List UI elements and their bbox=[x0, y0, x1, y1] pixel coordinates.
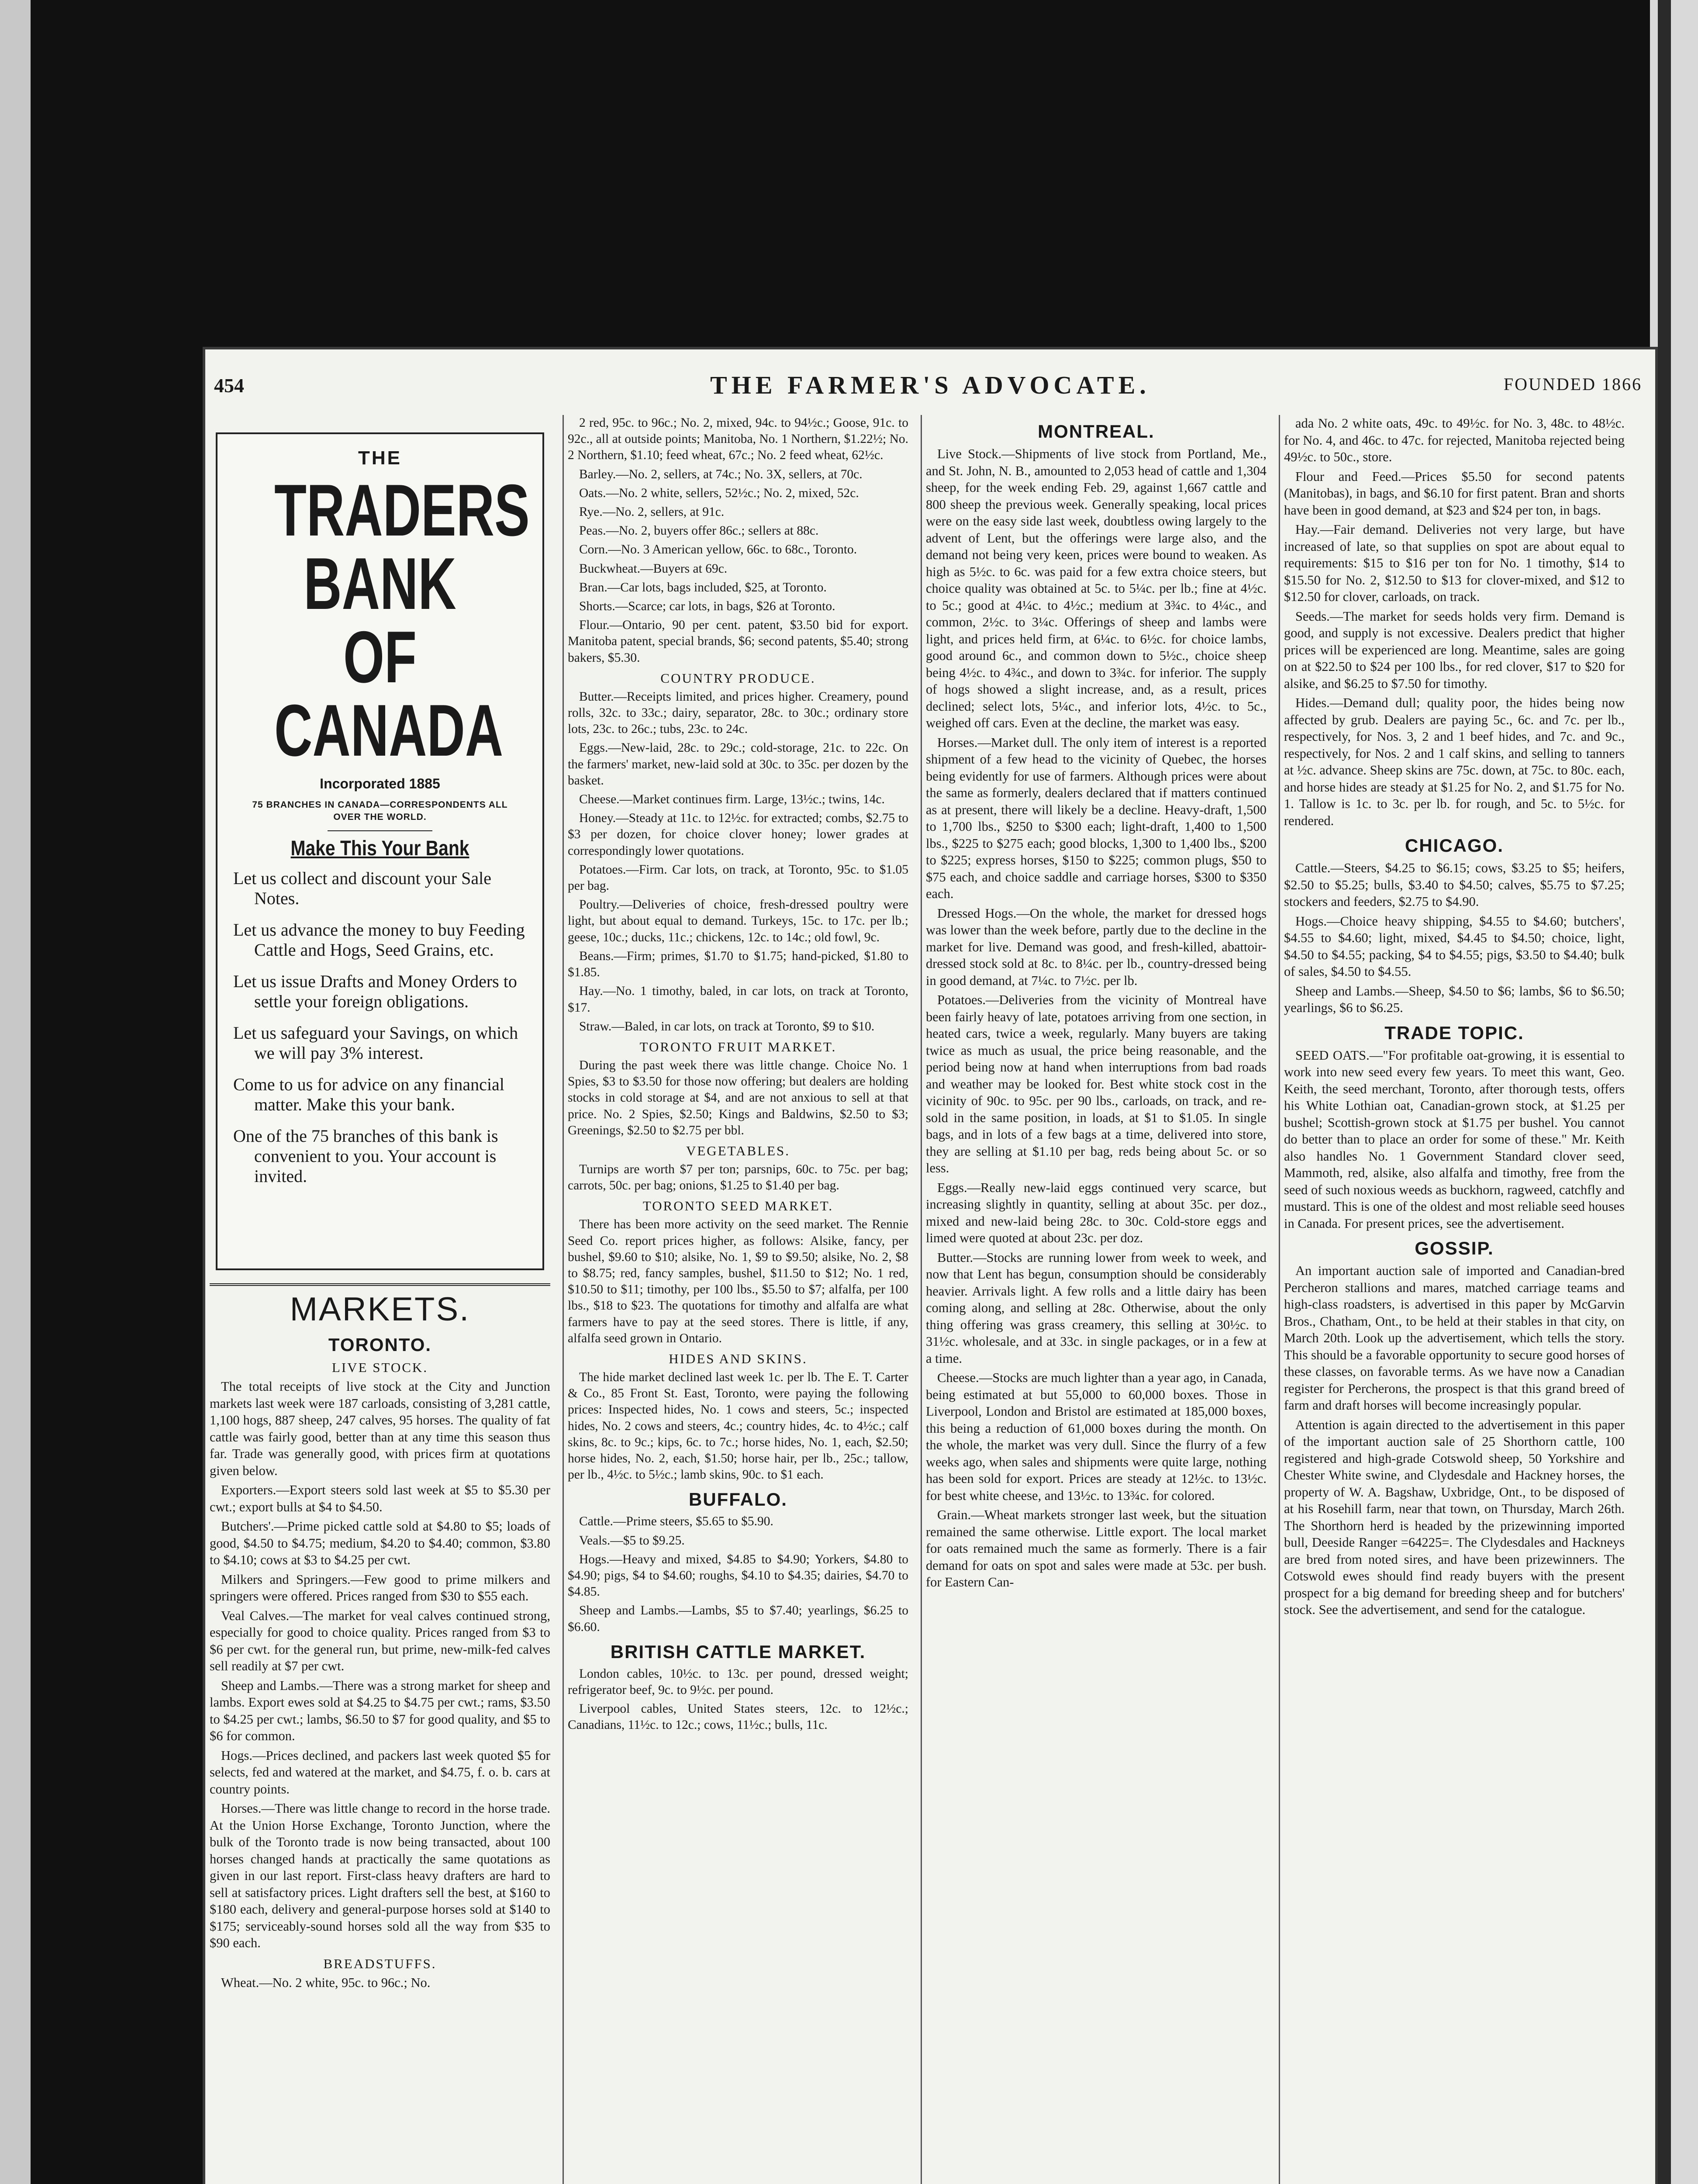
article-paragraph: Hides.—Demand dull; quality poor, the hides being now affected by grub. Dealers are paying 5c., 6c. and 7c. per lb., respectively, for Nos. 3, 2 and 1 beef hides, and 7c. and 9c., respectively, for Nos. 2 and 1 calf skins, and selling to tanners at ½c. advance. Sheep skins are 75c. down, at 75c. to 80c. each, and horse hides are steady at $1.25 for No. 2, and $1.75 for No. 1. Tallow is 1c. to 3c. per lb. for rough, and 5c. to 5½c. for rendered. bbox=[1284, 695, 1625, 828]
markets-heading: MARKETS. bbox=[210, 1283, 550, 1328]
article-paragraph: Hay.—Fair demand. Deliveries not very large, but have increased of late, so that supplies on spot are about equal to requirements: $15 to $16 per ton for No. 1 timothy, $14 to $15.50 for No. 2, $12.50 to $13 for clover-mixed, and $12 to $12.50 for clover, carloads, on track. bbox=[1284, 522, 1625, 604]
article-paragraph: Grain.—Wheat markets stronger last week, but the situation remained the same otherwise. Little export. The local market for oats remained much the same as formerly. There is a fair demand for oats on spot and sales were made at 53c. per bush. for Eastern Can- bbox=[926, 1507, 1267, 1590]
scan-margin-left bbox=[0, 0, 31, 2184]
fruit-market-heading: TORONTO FRUIT MARKET. bbox=[639, 1039, 837, 1054]
article-paragraph: Sheep and Lambs.—There was a strong market for sheep and lambs. Export ewes sold at $4.25 to $4.75 per cwt.; rams, $3.50 to $4.25 per cwt.; lambs, $6.50 to $7 for good quality, and $5 to $6 for common. bbox=[210, 1678, 550, 1743]
column-4 bbox=[1284, 415, 1625, 2184]
ad-item: Let us advance the money to buy Feeding Cattle and Hogs, Seed Grains, etc. bbox=[233, 920, 525, 960]
article-paragraph: Veal Calves.—The market for veal calves continued strong, especially for good to choice quality. Prices ranged from $3 to $6 per cwt. for the general run, but prime, new-milk-fed calves sell readily at $7 per cwt. bbox=[210, 1608, 550, 1673]
ad-the: THE bbox=[358, 447, 402, 469]
breadstuffs-heading: BREADSTUFFS. bbox=[323, 1956, 437, 1971]
article-paragraph: Hogs.—Prices declined, and packers last week quoted $5 for selects, fed and watered at the market, and $4.75, f. o. b. cars at country points. bbox=[210, 1748, 550, 1797]
ad-bank-name-line: OF bbox=[343, 616, 417, 698]
article-paragraph: Horses.—There was little change to record in the horse trade. At the Union Horse Exchange, Toronto Junction, where the bulk of the Toronto trade is now being transacted, about 100 horses changed hands at practically the same quotations as given in our last report. First-class heavy drafters are hard to sell at satisfactory prices. Light drafters sell the best, at $160 to $180 each, delivery and general-purpose horses sold at $140 to $175; serviceably-sound horses sold all the way from $35 to $90 each. bbox=[210, 1801, 550, 1950]
article-paragraph: 2 red, 95c. to 96c.; No. 2, mixed, 94c. to 94½c.; Goose, 91c. to 92c., all at outside points; Manitoba, No. 1 Northern, $1.22½; No. 2 Northern, $1.10; feed wheat, 67c.; No. 2 feed wheat, 62½c. bbox=[568, 416, 908, 463]
article-paragraph: Potatoes.—Firm. Car lots, on track, at Toronto, 95c. to $1.05 per bag. bbox=[568, 862, 908, 893]
article-paragraph: Corn.—No. 3 American yellow, 66c. to 68c., Toronto. bbox=[579, 543, 857, 557]
ad-branches: 75 BRANCHES IN CANADA—CORRESPONDENTS ALL OVER THE WORLD. bbox=[252, 800, 508, 822]
article-paragraph: Wheat.—No. 2 white, 95c. to 96c.; No. bbox=[221, 1975, 431, 1990]
ad-item: Come to us for advice on any financial matter. Make this your bank. bbox=[233, 1075, 504, 1114]
article-paragraph: The hide market declined last week 1c. per lb. The E. T. Carter & Co., 85 Front St. East, Toronto, were paying the following prices: Inspected hides, No. 1 cows and steers, 5c.; inspected hides, No. 2 cows and steers, 4c.; country hides, 4c. to 4½c.; calf skins, 8c. to 9c.; kips, 6c. to 7c.; horse hides, No. 1, each, $2.50; horse hides, No. 2, each, $1.50; horse hair, per lb., 25c.; tallow, per lb., 4½c. to 5½c.; lamb skins, 90c. to $1 each. bbox=[568, 1370, 908, 1482]
article-paragraph: SEED OATS.—"For profitable oat-growing, it is essential to work into new seed every few years. To meet this want, Geo. Keith, the seed merchant, Toronto, after thorough tests, offers his White Lothian oat, Canadian-grown stock, at $1.25 per bushel; Scottish-grown stock at $1.75 per bushel. You cannot do better than to place an order for some of these." Mr. Keith also handles No. 1 Government Standard clover seed, Mammoth, red, alsike, also alfalfa and timothy, free from the seed of such noxious weeds as buckhorn, ragweed, catchfly and mustard. This is one of the oldest and most reliable seed houses in Canada. For present prices, see the advertisement. bbox=[1284, 1047, 1625, 1231]
article-paragraph: Butchers'.—Prime picked cattle sold at $4.80 to $5; loads of good, $4.50 to $4.75; medium, $4.20 to $4.40; common, $3.80 to $4.10; cows at $3 to $4.25 per cwt. bbox=[210, 1519, 550, 1567]
article-paragraph: Rye.—No. 2, sellers, at 91c. bbox=[579, 505, 725, 519]
ad-divider bbox=[328, 830, 432, 831]
article-paragraph: An important auction sale of imported and Canadian-bred Percheron stallions and mares, matched carriage teams and high-class roadsters, is advertised in this paper by McGarvin Bros., Chatham, Ont., to be held at their stables in that city, on March 20th. Look up the advertisement, which tells the story. This should be a favorable opportunity to secure good horses of these classes, on favorable terms. As we have now a Canadian register for Percherons, the prospect is that this grand breed of farm and draft horses will become increasingly popular. bbox=[1284, 1263, 1625, 1413]
article-paragraph: Horses.—Market dull. The only item of interest is a reported shipment of a few head to the vicinity of Quebec, the horses being evidently for use of farmers. Although prices were about the same as formerly, dealers declared that if matters continued as at present, there will likely be a decline. Heavy-draft, 1,500 to 1,700 lbs., $250 to $300 each; light-draft, 1,400 to 1,500 lbs., $225 to $275 each; good blocks, 1,300 to 1,400 lbs., $200 to $225; express horses, $150 to $225; common plugs, $50 to $75 each, and choice saddle and carriage horses, $300 to $350 each. bbox=[926, 735, 1267, 901]
masthead: THE FARMER'S ADVOCATE. bbox=[710, 371, 1150, 399]
article-paragraph: Potatoes.—Deliveries from the vicinity of Montreal have been fairly heavy of late, potatoes arriving from one section, in heated cars, twice a week, regularly. Many buyers are taking twice as much as usual, the price being reasonable, and the period being now at hand when interruptions from bad roads and weather may be looked for. Best white stock cost in the vicinity of 90c. to 95c. per 90 lbs., carloads, on track, and re-sold in the same position, in loads, at $1 to $1.05. In single bags, and in lots of a few bags at a time, delivered into store, they are selling at $1.10 per bag, reds being about 5c. or so less. bbox=[926, 992, 1267, 1175]
article-paragraph: Cheese.—Stocks are much lighter than a year ago, in Canada, being estimated at but 55,000 to 60,000 boxes. Those in Liverpool, London and Bristol are estimated at 185,000 boxes, this being a reduction of 61,000 boxes during the month. On the whole, the market was very dull. Since the flurry of a few weeks ago, when sales and shipments were quite large, nothing has been sold for export. Prices are steady at 12½c. to 13½c. for best white cheese, and 13½c. to 13¾c. for colored. bbox=[926, 1370, 1267, 1503]
live-stock-heading: LIVE STOCK. bbox=[331, 1360, 428, 1375]
article-paragraph: Milkers and Springers.—Few good to prime milkers and springers were offered. Prices ranged from $30 to $55 each. bbox=[210, 1572, 550, 1603]
seed-market-heading: TORONTO SEED MARKET. bbox=[642, 1198, 834, 1214]
article-paragraph: Bran.—Car lots, bags included, $25, at Toronto. bbox=[579, 580, 827, 594]
ad-headline: Make This Your Bank bbox=[290, 837, 469, 860]
article-paragraph: Cattle.—Prime steers, $5.65 to $5.90. bbox=[579, 1514, 773, 1529]
traders-bank-advertisement bbox=[216, 432, 544, 1270]
article-paragraph: Live Stock.—Shipments of live stock from Portland, Me., and St. John, N. B., amounted to 2,053 head of cattle and 1,304 sheep, for the week ending Feb. 29, against 1,667 cattle and 800 sheep the previous week. Generally speaking, local prices were on the easy side last week, doubtless owing largely to the advent of Lent, but the offerings were large also, and the demand not being very keen, prices were bound to weaken. As high as 5½c. to 6c. was paid for a few extra choice steers, but choice quality was obtained at 5c. to 5¼c. per lb.; fine at 4½c. to 5c.; good at 4¼c. to 4½c.; medium at 3¾c. to 4¼c., and common, 2½c. to 3¼c. Offerings of sheep and lambs were light, and prices held firm, at 6¼c. to 6½c. for choice lambs, good around 6c., and common down to 5½c., choice sheep being 4½c. to 4¾c., and down to 3¾c. for inferior. The supply of hogs showed a slight increase, and, as a result, prices declined; select lots, 5¼c., and inferior lots, 4½c. to 5c., weighed off cars. Even at the decline, the market was easy. bbox=[926, 446, 1267, 730]
toronto-heading: TORONTO. bbox=[328, 1334, 432, 1355]
article-paragraph: Seeds.—The market for seeds holds very firm. Demand is good, and supply is not excessive. Dealers predict that higher prices will be experienced are long. Meantime, sales are going on at $22.50 to $24 per 100 lbs., for red clover, $17 to $20 for alsike, and $6.25 to $7.50 for timothy. bbox=[1284, 608, 1625, 691]
column-rule bbox=[1279, 415, 1280, 2184]
article-paragraph: Hogs.—Heavy and mixed, $4.85 to $4.90; Yorkers, $4.80 to $4.90; pigs, $4 to $4.60; roughs, $4.10 to $4.35; dairies, $4.70 to $4.85. bbox=[568, 1552, 908, 1599]
article-paragraph: Hogs.—Choice heavy shipping, $4.55 to $4.60; butchers', $4.55 to $4.60; light, mixed, $4.45 to $4.50; choice, light, $4.50 to $4.55; packing, $4 to $4.55; pigs, $3.50 to $4.40; bulk of sales, $4.50 to $4.55. bbox=[1284, 913, 1625, 979]
article-paragraph: Flour and Feed.—Prices $5.50 for second patents (Manitobas), in bags, and $6.10 for first patent. Bran and shorts have been in good demand, at $23 and $24 per ton, in bags. bbox=[1284, 469, 1625, 518]
column-1 bbox=[210, 415, 550, 2184]
ad-bank-name-line: BANK bbox=[304, 543, 456, 625]
ad-bank-name-line: TRADERS bbox=[274, 469, 530, 551]
article-paragraph: Veals.—$5 to $9.25. bbox=[579, 1533, 685, 1548]
article-paragraph: Cattle.—Steers, $4.25 to $6.15; cows, $3.25 to $5; heifers, $2.50 to $5.25; bulls, $3.40 to $4.50; calves, $5.75 to $7.25; stockers and feeders, $2.75 to $4.90. bbox=[1284, 860, 1625, 909]
article-paragraph: Straw.—Baled, in car lots, on track at Toronto, $9 to $10. bbox=[579, 1019, 875, 1033]
article-paragraph: Exporters.—Export steers sold last week at $5 to $5.30 per cwt.; export bulls at $4 to $4.50. bbox=[210, 1482, 550, 1514]
page-number: 454 bbox=[214, 374, 244, 397]
british-cattle-heading: BRITISH CATTLE MARKET. bbox=[610, 1641, 866, 1662]
article-paragraph: ada No. 2 white oats, 49c. to 49½c. for No. 3, 48c. to 48½c. for No. 4, and 46c. to 47c. for rejected, Manitoba rejected being 49½c. to 50c., store. bbox=[1284, 416, 1625, 464]
article-paragraph: Liverpool cables, United States steers, 12c. to 12½c.; Canadians, 11½c. to 12c.; cows, 11½c.; bulls, 11c. bbox=[568, 1702, 908, 1732]
article-paragraph: Flour.—Ontario, 90 per cent. patent, $3.50 bid for export. Manitoba patent, special brands, $6; second patents, $5.40; strong bakers, $5.30. bbox=[568, 618, 908, 665]
column-2 bbox=[568, 415, 908, 2184]
article-paragraph: Poultry.—Deliveries of choice, fresh-dressed poultry were light, but about equal to demand. Turkeys, 15c. to 17c. per lb.; geese, 10c.; ducks, 11c.; chickens, 12c. to 14c.; old fowl, 9c. bbox=[568, 898, 908, 944]
article-paragraph: Peas.—No. 2, buyers offer 86c.; sellers at 88c. bbox=[579, 524, 819, 538]
article-paragraph: Turnips are worth $7 per ton; parsnips, 60c. to 75c. per bag; carrots, 50c. per bag; onions, $1.25 to $1.40 per bag. bbox=[568, 1162, 908, 1193]
buffalo-heading: BUFFALO. bbox=[689, 1489, 787, 1510]
ad-item: One of the 75 branches of this bank is convenient to you. Your account is invited. bbox=[233, 1126, 498, 1186]
newspaper-page bbox=[205, 349, 1655, 2184]
ad-bank-name-line: CANADA bbox=[274, 689, 504, 771]
gossip-heading: GOSSIP. bbox=[1415, 1238, 1494, 1258]
article-paragraph: Butter.—Receipts limited, and prices higher. Creamery, pound rolls, 32c. to 33c.; dairy, separator, 28c. to 30c.; ordinary store lots, 23c. to 26c.; tubs, 23c. to 24c. bbox=[568, 689, 908, 736]
article-paragraph: Buckwheat.—Buyers at 69c. bbox=[579, 561, 728, 576]
article-paragraph: Sheep and Lambs.—Sheep, $4.50 to $6; lambs, $6 to $6.50; yearlings, $6 to $6.25. bbox=[1284, 983, 1625, 1015]
column-rule bbox=[563, 415, 564, 2184]
vegetables-heading: VEGETABLES. bbox=[686, 1143, 790, 1158]
trade-topic-heading: TRADE TOPIC. bbox=[1384, 1022, 1524, 1043]
article-paragraph: During the past week there was little change. Choice No. 1 Spies, $3 to $3.50 for those now offering; but dealers are holding stocks in cold storage at $4, and are not anxious to sell at that price. No. 2 Spies, $2.50; Kings and Baldwins, $2.50 to $3; Greenings, $2.50 to $2.75 per bbl. bbox=[568, 1058, 908, 1137]
article-paragraph: Attention is again directed to the advertisement in this paper of the important auction sale of 25 Shorthorn cattle, 100 registered and high-grade Cotswold sheep, 50 Yorkshire and Chester White swine, and Clydesdale and Hackney horses, the property of W. A. Bagshaw, Uxbridge, Ont., to be disposed of at his Rosehill farm, near that town, on Thursday, March 26th. The Shorthorn herd is headed by the prizewinning imported bull, Deeside Ranger =64225=. The Clydesdales and Hackneys are bred from noted sires, and have been prizewinners. The Cotswold ewes should find ready buyers with the present prospect for a big demand for breeding sheep and for butchers' stock. See the advertisement, and send for the catalogue. bbox=[1284, 1417, 1625, 1617]
article-paragraph: Beans.—Firm; primes, $1.70 to $1.75; hand-picked, $1.80 to $1.85. bbox=[568, 949, 908, 980]
article-paragraph: Sheep and Lambs.—Lambs, $5 to $7.40; yearlings, $6.25 to $6.60. bbox=[568, 1603, 908, 1634]
chicago-heading: CHICAGO. bbox=[1405, 835, 1504, 856]
article-paragraph: Dressed Hogs.—On the whole, the market for dressed hogs was lower than the week before, partly due to the decline in the market for live. Demand was good, and fresh-killed, abattoir-dressed stock sold at 8c. to 8¼c. per lb., country-dressed being in good demand, at 7¼c. to 7½c. per lb. bbox=[926, 905, 1267, 988]
montreal-heading: MONTREAL. bbox=[1038, 421, 1155, 442]
page-header bbox=[210, 370, 1651, 401]
hides-heading: HIDES AND SKINS. bbox=[669, 1351, 808, 1366]
article-paragraph: Honey.—Steady at 11c. to 12½c. for extracted; combs, $2.75 to $3 per dozen, for choice clover honey; lower grades at correspondingly lower quotations. bbox=[568, 811, 908, 858]
article-paragraph: Barley.—No. 2, sellers, at 74c.; No. 3X, sellers, at 70c. bbox=[579, 467, 863, 481]
article-paragraph: There has been more activity on the seed market. The Rennie Seed Co. report prices higher, as follows: Alsike, fancy, per bushel, $9.60 to $10; alsike, No. 1, $9 to $9.50; alsike, No. 2, $8 to $8.75; red, fancy samples, bushel, $11.50 to $12; No. 1 red, $10.50 to $11; timothy, per 100 lbs., $5.50 to $7; alfalfa, per 100 lbs., $18 to $23. The quotations for timothy and alfalfa are what farmers have to pay at the seed stores. There is little, if any, alfalfa seed grown in Ontario. bbox=[568, 1217, 908, 1345]
ad-item: Let us safeguard your Savings, on which we will pay 3% interest. bbox=[233, 1023, 518, 1063]
article-paragraph: Butter.—Stocks are running lower from week to week, and now that Lent has begun, consumption should be considerably heavier. Arrivals light. A few rolls and a little dairy has been coming along, and selling at 28c. Otherwise, about the only thing offering was grass creamery, this selling at 30½c. to 31½c. wholesale, and at 33c. in single packages, or in a few at a time. bbox=[926, 1250, 1267, 1366]
ad-item: Let us issue Drafts and Money Orders to settle your foreign obligations. bbox=[233, 971, 517, 1011]
column-3 bbox=[926, 415, 1267, 2184]
ad-incorporated: Incorporated 1885 bbox=[320, 776, 440, 791]
article-paragraph: Eggs.—Really new-laid eggs continued very scarce, but increasing slightly in quantity, selling at about 35c. per doz., mixed and new-laid being 28c. to 30c. Cold-store eggs and limed were quoted at about 23c. per doz. bbox=[926, 1180, 1267, 1245]
article-paragraph: Oats.—No. 2 white, sellers, 52½c.; No. 2, mixed, 52c. bbox=[579, 486, 859, 500]
article-paragraph: Eggs.—New-laid, 28c. to 29c.; cold-storage, 21c. to 22c. On the farmers' market, new-laid sold at 30c. to 35c. per dozen by the basket. bbox=[568, 741, 908, 788]
country-produce-heading: COUNTRY PRODUCE. bbox=[660, 670, 816, 686]
column-rule bbox=[921, 415, 922, 2184]
article-paragraph: Shorts.—Scarce; car lots, in bags, $26 at Toronto. bbox=[579, 599, 835, 614]
founded-note: FOUNDED 1866 bbox=[1503, 374, 1642, 394]
article-paragraph: Cheese.—Market continues firm. Large, 13½c.; twins, 14c. bbox=[579, 792, 885, 807]
ad-item: Let us collect and discount your Sale Notes. bbox=[233, 868, 491, 908]
article-paragraph: London cables, 10½c. to 13c. per pound, dressed weight; refrigerator beef, 9c. to 9½c. per pound. bbox=[568, 1666, 908, 1697]
article-paragraph: The total receipts of live stock at the City and Junction markets last week were 187 carloads, consisting of 3,281 cattle, 1,100 hogs, 887 sheep, 247 calves, 95 horses. The quality of fat cattle was fairly good, better than at any time this season thus far. Trade was generally good, with prices firm at quotations given below. bbox=[210, 1379, 550, 1478]
article-paragraph: Hay.—No. 1 timothy, baled, in car lots, on track at Toronto, $17. bbox=[568, 984, 908, 1015]
scan-margin-right bbox=[1650, 0, 1698, 2184]
